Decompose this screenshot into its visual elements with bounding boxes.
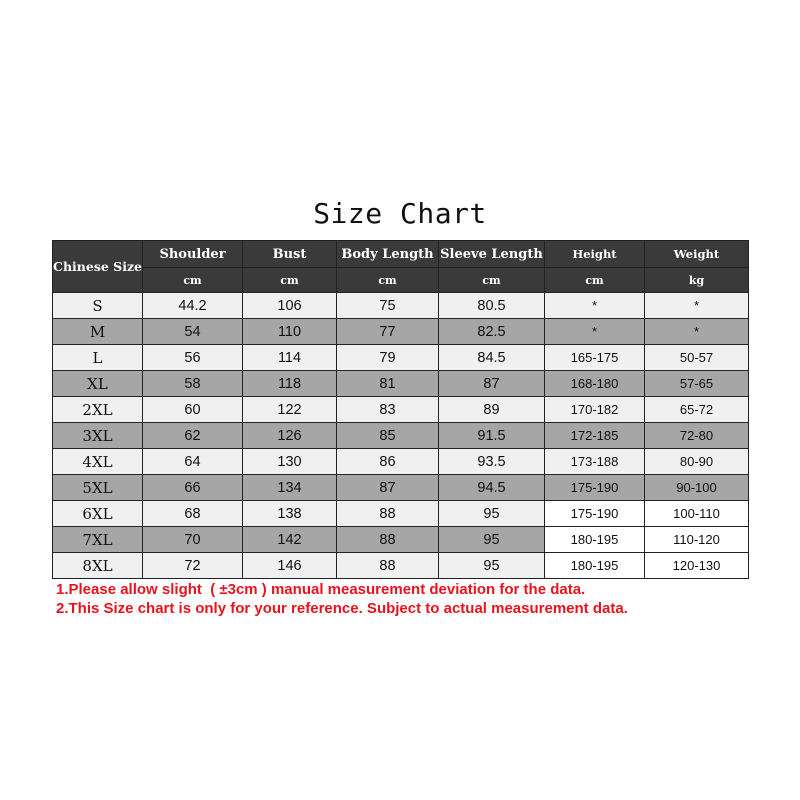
cell-body-length: 81	[337, 371, 439, 397]
cell-body-length: 86	[337, 449, 439, 475]
cell-bust: 134	[243, 475, 337, 501]
cell-sleeve-length: 95	[439, 501, 545, 527]
cell-weight: 120-130	[645, 553, 749, 579]
cell-height: 180-195	[545, 553, 645, 579]
cell-sleeve-length: 82.5	[439, 319, 545, 345]
page-title: Size Chart	[313, 197, 487, 230]
cell-sleeve-length: 89	[439, 397, 545, 423]
cell-weight: 80-90	[645, 449, 749, 475]
note-measurement-deviation: 1.Please allow slight ( ±3cm ) manual measurement deviation for the data.	[56, 581, 586, 598]
cell-body-length: 77	[337, 319, 439, 345]
cell-sleeve-length: 80.5	[439, 293, 545, 319]
cell-body-length: 75	[337, 293, 439, 319]
cell-body-length: 87	[337, 475, 439, 501]
cell-height: *	[545, 319, 645, 345]
cell-height: 165-175	[545, 345, 645, 371]
size-table	[52, 240, 749, 579]
cell-bust: 106	[243, 293, 337, 319]
cell-size: 5XL	[53, 475, 143, 501]
notes	[56, 580, 628, 618]
cell-height: 172-185	[545, 423, 645, 449]
cell-bust: 138	[243, 501, 337, 527]
cell-size: XL	[53, 371, 143, 397]
cell-shoulder: 64	[143, 449, 243, 475]
cell-weight: 65-72	[645, 397, 749, 423]
cell-size: 8XL	[53, 553, 143, 579]
table-row	[53, 319, 749, 345]
cell-shoulder: 54	[143, 319, 243, 345]
cell-shoulder: 44.2	[143, 293, 243, 319]
table-row	[53, 527, 749, 553]
cell-shoulder: 56	[143, 345, 243, 371]
cell-height: 173-188	[545, 449, 645, 475]
cell-bust: 130	[243, 449, 337, 475]
cell-size: 3XL	[53, 423, 143, 449]
cell-shoulder: 66	[143, 475, 243, 501]
table-row	[53, 345, 749, 371]
cell-weight: 50-57	[645, 345, 749, 371]
cell-body-length: 88	[337, 527, 439, 553]
cell-sleeve-length: 84.5	[439, 345, 545, 371]
cell-weight: 110-120	[645, 527, 749, 553]
cell-body-length: 85	[337, 423, 439, 449]
cell-shoulder: 72	[143, 553, 243, 579]
header-height: Height	[545, 241, 645, 268]
cell-sleeve-length: 87	[439, 371, 545, 397]
unit-weight: kg	[645, 268, 749, 293]
unit-height: cm	[545, 268, 645, 293]
cell-size: 7XL	[53, 527, 143, 553]
cell-weight: 100-110	[645, 501, 749, 527]
cell-shoulder: 62	[143, 423, 243, 449]
table-row	[53, 553, 749, 579]
cell-size: M	[53, 319, 143, 345]
unit-body-length: cm	[337, 268, 439, 293]
cell-bust: 146	[243, 553, 337, 579]
cell-shoulder: 58	[143, 371, 243, 397]
cell-shoulder: 70	[143, 527, 243, 553]
table-row	[53, 501, 749, 527]
cell-body-length: 83	[337, 397, 439, 423]
cell-height: 170-182	[545, 397, 645, 423]
cell-size: 4XL	[53, 449, 143, 475]
unit-bust: cm	[243, 268, 337, 293]
cell-height: 175-190	[545, 475, 645, 501]
header-body-length: Body Length	[337, 241, 439, 268]
cell-size: 2XL	[53, 397, 143, 423]
cell-sleeve-length: 93.5	[439, 449, 545, 475]
unit-shoulder: cm	[143, 268, 243, 293]
cell-shoulder: 60	[143, 397, 243, 423]
header-chinese-size: Chinese Size	[53, 241, 143, 293]
cell-bust: 114	[243, 345, 337, 371]
cell-bust: 122	[243, 397, 337, 423]
cell-bust: 142	[243, 527, 337, 553]
unit-sleeve-length: cm	[439, 268, 545, 293]
note-reference-only: 2.This Size chart is only for your reference. Subject to actual measurement data.	[56, 600, 628, 617]
cell-size: S	[53, 293, 143, 319]
cell-bust: 118	[243, 371, 337, 397]
cell-bust: 126	[243, 423, 337, 449]
table-row	[53, 371, 749, 397]
cell-height: *	[545, 293, 645, 319]
header-weight: Weight	[645, 241, 749, 268]
header-shoulder: Shoulder	[143, 241, 243, 268]
table-row	[53, 475, 749, 501]
cell-sleeve-length: 91.5	[439, 423, 545, 449]
cell-weight: 57-65	[645, 371, 749, 397]
cell-size: 6XL	[53, 501, 143, 527]
cell-weight: *	[645, 293, 749, 319]
cell-weight: 72-80	[645, 423, 749, 449]
table-row	[53, 397, 749, 423]
cell-body-length: 79	[337, 345, 439, 371]
cell-height: 180-195	[545, 527, 645, 553]
cell-height: 168-180	[545, 371, 645, 397]
cell-shoulder: 68	[143, 501, 243, 527]
cell-body-length: 88	[337, 553, 439, 579]
cell-sleeve-length: 95	[439, 553, 545, 579]
cell-height: 175-190	[545, 501, 645, 527]
cell-body-length: 88	[337, 501, 439, 527]
header-sleeve-length: Sleeve Length	[439, 241, 545, 268]
cell-size: L	[53, 345, 143, 371]
cell-weight: 90-100	[645, 475, 749, 501]
header-bust: Bust	[243, 241, 337, 268]
cell-sleeve-length: 95	[439, 527, 545, 553]
cell-sleeve-length: 94.5	[439, 475, 545, 501]
table-body	[53, 293, 749, 579]
cell-weight: *	[645, 319, 749, 345]
cell-bust: 110	[243, 319, 337, 345]
table-row	[53, 293, 749, 319]
table-header	[53, 241, 749, 293]
table-row	[53, 423, 749, 449]
table-row	[53, 449, 749, 475]
